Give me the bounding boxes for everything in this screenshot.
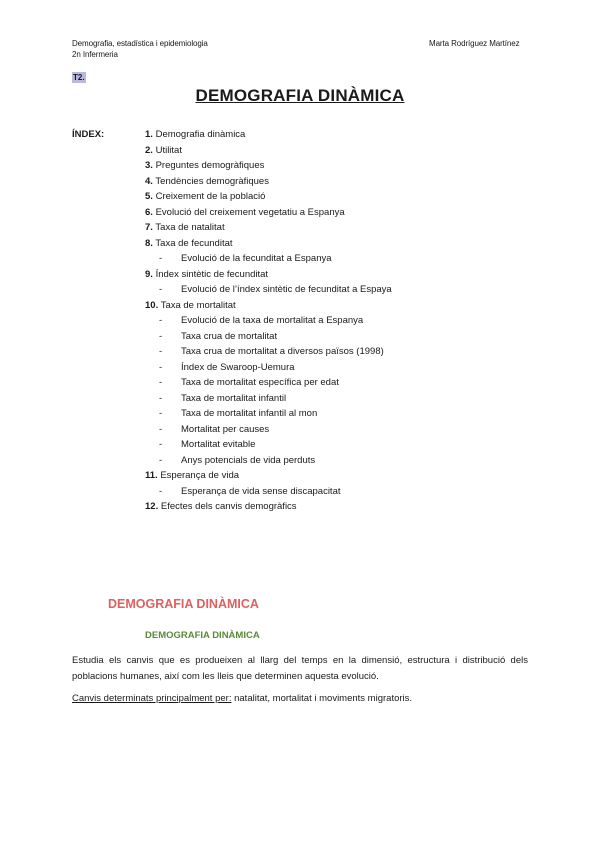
toc-subitem-label: Taxa de mortalitat infantil al mon: [181, 408, 318, 419]
toc-subitem-dash: -: [159, 315, 163, 326]
toc-item-label: Preguntes demogràfiques: [155, 160, 265, 171]
toc-subitem: [145, 422, 525, 438]
toc-subitem: [145, 484, 525, 500]
toc-item-number: 5.: [145, 191, 153, 202]
paragraph-definition: Estudia els canvis que es produeixen al llarg del temps en la dimensió, estructura i distribució dels poblacions humanes, així com les lleis que determinen aquesta evolució.: [72, 655, 528, 682]
toc-item-number: 4.: [145, 175, 153, 187]
toc-subitem-label: Índex de Swaroop-Uemura: [181, 361, 295, 373]
toc-item-number: 8.: [145, 237, 153, 249]
page-title: DEMOGRAFIA DINÀMICA: [195, 86, 405, 105]
toc-item-number: 9.: [145, 268, 153, 280]
toc-subitem: [145, 344, 525, 360]
toc-item-label: Taxa de natalitat: [155, 222, 225, 233]
toc-item: [145, 220, 525, 236]
toc-item: [145, 267, 525, 283]
determinants-text: natalitat, mortalitat i moviments migratoris.: [231, 693, 413, 704]
toc-subitem-label: Evolució de l’índex sintètic de fecunditat a Espaya: [181, 284, 392, 295]
index-label: ÍNDEX:: [72, 129, 105, 140]
toc-subitem-dash: -: [159, 408, 163, 419]
toc-subitem: [145, 375, 525, 391]
toc-subitem-label: Anys potencials de vida perduts: [181, 454, 316, 466]
toc-item-label: Taxa de fecunditat: [155, 237, 233, 249]
toc-item: [145, 205, 525, 221]
toc-item-label: Tendències demogràfiques: [155, 175, 269, 187]
toc-item: [145, 127, 525, 143]
toc-item: [145, 468, 525, 484]
toc-subitem: [145, 329, 525, 345]
toc-item: [145, 298, 525, 314]
toc-item-number: 12.: [145, 501, 159, 512]
toc-subitem-label: Esperança de vida sense discapacitat: [181, 485, 341, 497]
toc-item-number: 10.: [145, 299, 159, 311]
toc-subitem-label: Taxa crua de mortalitat: [181, 330, 278, 342]
toc-subitem-dash: -: [159, 330, 163, 342]
toc-subitem-dash: -: [159, 423, 163, 435]
toc-subitem-dash: -: [159, 439, 163, 450]
toc-item-label: Esperança de vida: [160, 470, 240, 481]
toc-item: [145, 143, 525, 159]
toc-subitem-dash: -: [159, 284, 163, 295]
toc-item: [145, 236, 525, 252]
toc-subitem-dash: -: [159, 361, 163, 373]
toc-item-label: Índex sintètic de fecunditat: [155, 268, 269, 280]
toc-subitem: [145, 360, 525, 376]
toc-item-number: 6.: [145, 206, 153, 218]
header-author: Marta Rodríguez Martínez: [429, 39, 520, 48]
toc-subitem-label: Taxa crua de mortalitat a diversos països (1998): [181, 346, 384, 357]
header-left: [72, 38, 208, 60]
toc-subitem-dash: -: [159, 392, 163, 404]
table-of-contents: [145, 127, 525, 515]
toc-item: [145, 189, 525, 205]
toc-subitem: [145, 391, 525, 407]
toc-subitem-label: Evolució de la fecunditat a Espanya: [181, 253, 332, 264]
toc-item: [145, 499, 525, 515]
toc-subitem-label: Mortalitat per causes: [181, 423, 270, 435]
toc-item-number: 3.: [145, 160, 153, 171]
toc-subitem: [145, 437, 525, 453]
determinants-label: Canvis determinats principalment per:: [72, 693, 232, 704]
section-subtitle: DEMOGRAFIA DINÀMICA: [145, 630, 260, 641]
toc-subitem: [145, 313, 525, 329]
toc-item-label: Evolució del creixement vegetatiu a Espanya: [155, 206, 345, 218]
section-title: DEMOGRAFIA DINÀMICA: [108, 597, 259, 611]
toc-item-number: 7.: [145, 222, 153, 233]
toc-subitem: [145, 251, 525, 267]
topic-tag: T2.: [73, 73, 85, 82]
toc-subitem-label: Taxa de mortalitat infantil: [181, 392, 287, 404]
header-subject: Demografia, estadística i epidemiologia: [72, 39, 208, 48]
toc-subitem-dash: -: [159, 346, 163, 357]
toc-item-number: 11.: [145, 470, 158, 481]
toc-subitem-dash: -: [159, 485, 163, 497]
toc-subitem-label: Evolució de la taxa de mortalitat a Espanya: [181, 315, 364, 326]
paragraph-determinants: [72, 691, 528, 707]
toc-item-label: Creixement de la població: [155, 191, 266, 202]
toc-item-number: 2.: [145, 144, 153, 156]
toc-item-label: Demografia dinàmica: [155, 129, 246, 140]
toc-item: [145, 158, 525, 174]
toc-item-label: Utilitat: [155, 144, 182, 156]
toc-subitem: [145, 282, 525, 298]
toc-subitem-dash: -: [159, 377, 163, 388]
toc-subitem: [145, 453, 525, 469]
toc-item: [145, 174, 525, 190]
toc-item-number: 1.: [145, 129, 153, 140]
toc-item-label: Taxa de mortalitat: [160, 299, 236, 311]
toc-subitem-dash: -: [159, 454, 163, 466]
toc-subitem-label: Mortalitat evitable: [181, 439, 256, 450]
toc-subitem-dash: -: [159, 253, 163, 264]
toc-subitem: [145, 406, 525, 422]
toc-subitem-label: Taxa de mortalitat específica per edat: [181, 377, 339, 388]
toc-item-label: Efectes dels canvis demogràfics: [160, 501, 297, 512]
header-course: 2n Infermeria: [72, 50, 118, 59]
